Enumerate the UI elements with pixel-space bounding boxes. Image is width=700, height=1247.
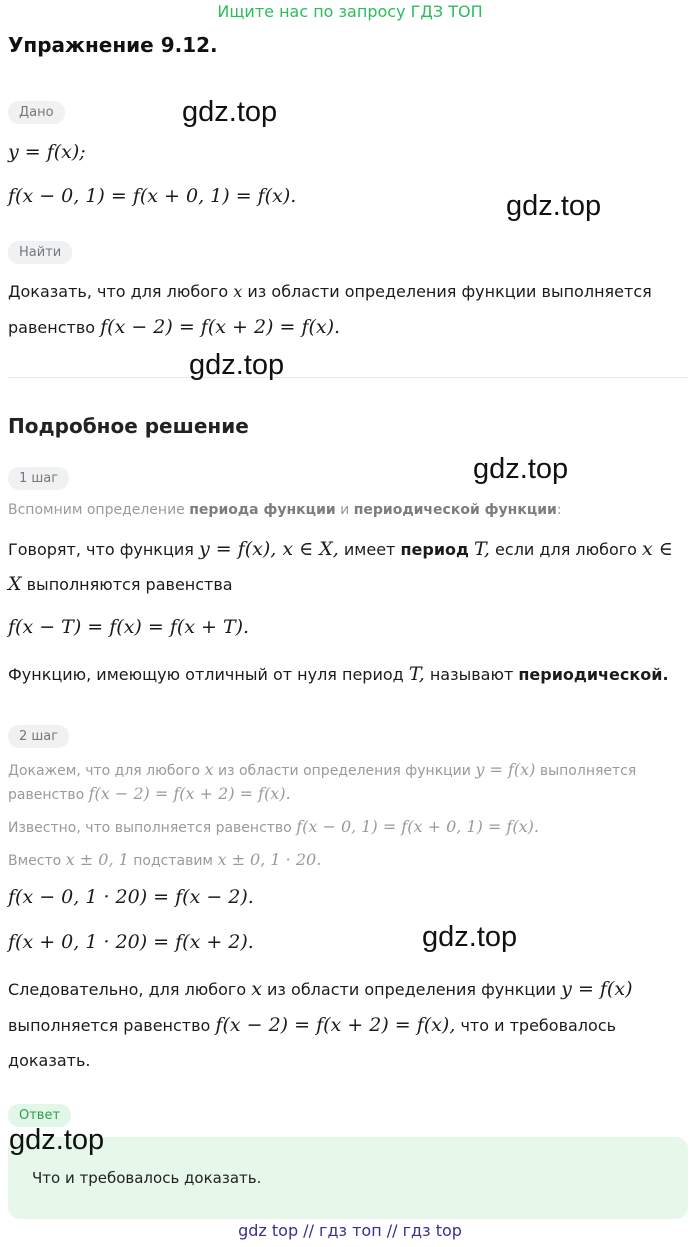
math-inline: x ∈ — [642, 538, 673, 560]
text: Следовательно, для любого — [8, 980, 247, 999]
text: Известно, что выполняется равенство — [8, 820, 292, 836]
find-text: Доказать, что для любого — [8, 282, 229, 301]
bold-term: периодической. — [518, 665, 669, 684]
watermark: gdz.top — [473, 453, 569, 485]
step-2-line-1 — [8, 760, 636, 779]
watermark: gdz.top — [9, 1124, 105, 1156]
find-pill: Найти — [8, 241, 72, 264]
step-2-conclusion-2 — [8, 1014, 616, 1037]
text: Вместо — [8, 853, 62, 869]
watermark: gdz.top — [506, 190, 602, 222]
text: подставим — [133, 853, 213, 869]
step-2-line-2 — [8, 784, 291, 803]
math-inline: y = f(x), x ∈ X, — [198, 538, 339, 560]
text: выполняются равенства — [26, 575, 233, 594]
find-text: равенство — [8, 318, 96, 337]
step-1-formula: f(x − T) = f(x) = f(x + T). — [8, 616, 250, 638]
given-line-1: y = f(x); — [8, 141, 86, 163]
text: и — [340, 502, 350, 518]
text: Функцию, имеющую отличный от нуля период — [8, 665, 404, 684]
math-inline: f(x − 0, 1) = f(x + 0, 1) = f(x). — [296, 817, 539, 836]
bold-term: периода функции — [189, 502, 336, 518]
find-section — [8, 241, 72, 264]
text: если для любого — [495, 540, 637, 559]
text: Говорят, что функция — [8, 540, 194, 559]
text: равенство — [8, 787, 85, 803]
step-2-pill: 2 шаг — [8, 725, 69, 748]
watermark: gdz.top — [189, 349, 285, 381]
bold-term: периодической функции — [353, 502, 557, 518]
text: : — [556, 502, 562, 518]
step-2 — [8, 725, 69, 748]
text: из области определения функции — [267, 980, 557, 999]
step-2-formula-1: f(x − 0, 1 · 20) = f(x − 2). — [8, 886, 254, 908]
find-text-line-2 — [8, 316, 340, 339]
step-2-formula-2: f(x + 0, 1 · 20) = f(x + 2). — [8, 931, 254, 953]
step-1 — [8, 467, 69, 490]
math-inline: T, — [408, 663, 425, 685]
math-inline: y = f(x) — [475, 760, 536, 779]
step-1-para-1 — [8, 538, 693, 561]
given-section — [8, 101, 65, 124]
bold-term: период — [400, 540, 469, 559]
math-inline: f(x − 2) = f(x + 2) = f(x). — [88, 784, 291, 803]
step-1-intro — [8, 502, 562, 518]
page-title: Упражнение 9.12. — [8, 33, 218, 57]
text: выполняется — [539, 763, 637, 779]
step-1-pill: 1 шаг — [8, 467, 69, 490]
watermark: gdz.top — [422, 921, 518, 953]
find-text: из области определения функции выполняется — [247, 282, 652, 301]
text: называют — [429, 665, 514, 684]
math-inline: f(x − 2) = f(x + 2) = f(x). — [100, 316, 341, 338]
divider — [8, 377, 688, 378]
given-pill: Дано — [8, 101, 65, 124]
step-2-conclusion-1 — [8, 978, 632, 1001]
step-1-para-2 — [8, 573, 233, 596]
math-inline: x ± 0, 1 · 20. — [217, 850, 322, 869]
given-line-2: f(x − 0, 1) = f(x + 0, 1) = f(x). — [8, 185, 297, 207]
text: выполняется равенство — [8, 1016, 211, 1035]
footer-links[interactable]: gdz top // гдз топ // гдз top — [238, 1221, 462, 1240]
math-inline: f(x − 2) = f(x + 2) = f(x), — [215, 1014, 456, 1036]
answer-pill: Ответ — [8, 1104, 71, 1127]
solution-heading: Подробное решение — [8, 414, 249, 438]
math-inline: y = f(x) — [561, 978, 633, 1000]
text: Вспомним определение — [8, 502, 185, 518]
text: Докажем, что для любого — [8, 763, 201, 779]
math-inline: X — [8, 573, 22, 595]
text: из области определения функции — [217, 763, 471, 779]
math-inline: x — [251, 978, 262, 1000]
find-text-line-1 — [8, 281, 652, 303]
text: имеет — [343, 540, 396, 559]
math-inline: x ± 0, 1 — [65, 850, 129, 869]
math-inline: T, — [474, 538, 490, 560]
top-banner[interactable]: Ищите нас по запросу ГДЗ ТОП — [217, 2, 483, 21]
watermark: gdz.top — [182, 96, 278, 128]
step-2-line-4 — [8, 850, 321, 869]
text: что и требовалось — [460, 1016, 617, 1035]
step-2-conclusion-3: доказать. — [8, 1051, 91, 1070]
math-inline: x — [233, 282, 243, 301]
step-2-line-3 — [8, 817, 539, 836]
math-inline: x — [204, 760, 214, 779]
answer-text: Что и требовалось доказать. — [32, 1169, 262, 1187]
step-1-para-3 — [8, 663, 669, 686]
